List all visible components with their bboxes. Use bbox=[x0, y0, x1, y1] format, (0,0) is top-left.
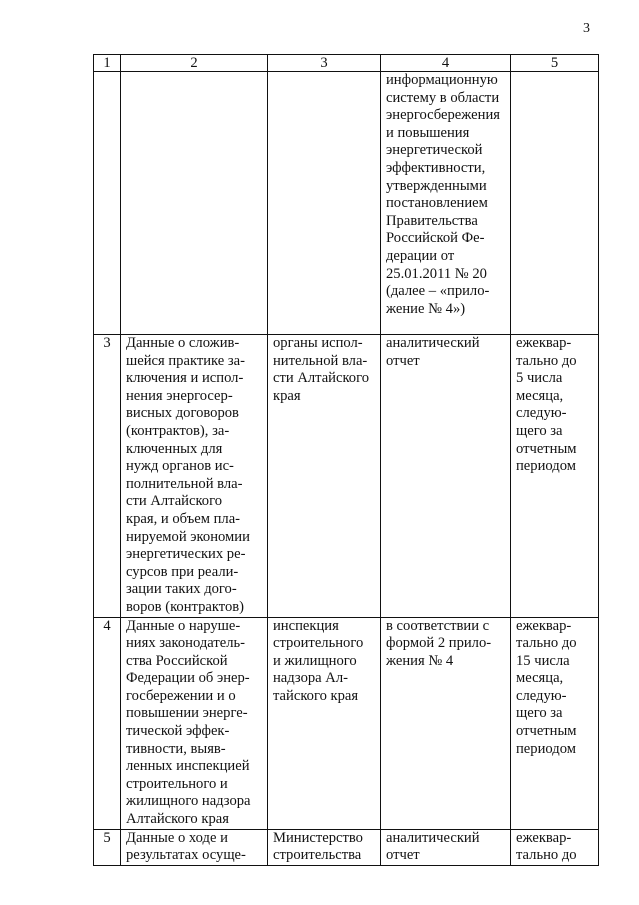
row-number: 4 bbox=[94, 617, 121, 829]
form-cell: аналитический отчет bbox=[381, 829, 511, 865]
column-header-4: 4 bbox=[381, 55, 511, 72]
data-cell: Данные о наруше- ниях законодатель- ства Российской Федерации об энер- госбережении и о повышении энерге- тической эффек- тивности, выяв- ленных инспекцией строительного и жилищного надзора Алтайского края bbox=[121, 617, 268, 829]
data-cell: Данные о ходе и результатах осуще- bbox=[121, 829, 268, 865]
table-row bbox=[94, 617, 599, 829]
data-cell bbox=[121, 72, 268, 335]
table-row bbox=[94, 335, 599, 618]
row-number: 3 bbox=[94, 335, 121, 618]
table-header-row bbox=[94, 55, 599, 72]
responsible-cell: инспекция строительного и жилищного надзора Ал- тайского края bbox=[268, 617, 381, 829]
period-cell: ежеквар- тально до bbox=[511, 829, 599, 865]
data-cell: Данные о сложив- шейся практике за- ключения и испол- нения энергосер- висных договоров (контрактов), за- ключенных для нужд органов ис- полнительной вла- сти Алтайского края, и объем пла- нируемой экономии энергетических ре- сурсов при реали- зации таких дого- воров (контрактов) bbox=[121, 335, 268, 618]
table-row bbox=[94, 72, 599, 335]
period-cell: ежеквар- тально до 5 числа месяца, следую- щего за отчетным периодом bbox=[511, 335, 599, 618]
table-row bbox=[94, 829, 599, 865]
column-header-5: 5 bbox=[511, 55, 599, 72]
responsible-cell: Министерство строительства bbox=[268, 829, 381, 865]
period-cell: ежеквар- тально до 15 числа месяца, следую- щего за отчетным периодом bbox=[511, 617, 599, 829]
responsible-cell: органы испол- нительной вла- сти Алтайского края bbox=[268, 335, 381, 618]
column-header-2: 2 bbox=[121, 55, 268, 72]
responsible-cell bbox=[268, 72, 381, 335]
form-cell: аналитический отчет bbox=[381, 335, 511, 618]
column-header-3: 3 bbox=[268, 55, 381, 72]
period-cell bbox=[511, 72, 599, 335]
row-number bbox=[94, 72, 121, 335]
page-number: 3 bbox=[583, 21, 590, 36]
reporting-table bbox=[93, 54, 599, 866]
form-cell: в соответствии с формой 2 прило- жения № 4 bbox=[381, 617, 511, 829]
column-header-1: 1 bbox=[94, 55, 121, 72]
row-number: 5 bbox=[94, 829, 121, 865]
form-cell: информационную систему в области энергосбережения и повышения энергетической эффективности, утвержденными постановлением Правительства Российской Фе- дерации от 25.01.2011 № 20 (далее – «прило- жение № 4») bbox=[381, 72, 511, 335]
